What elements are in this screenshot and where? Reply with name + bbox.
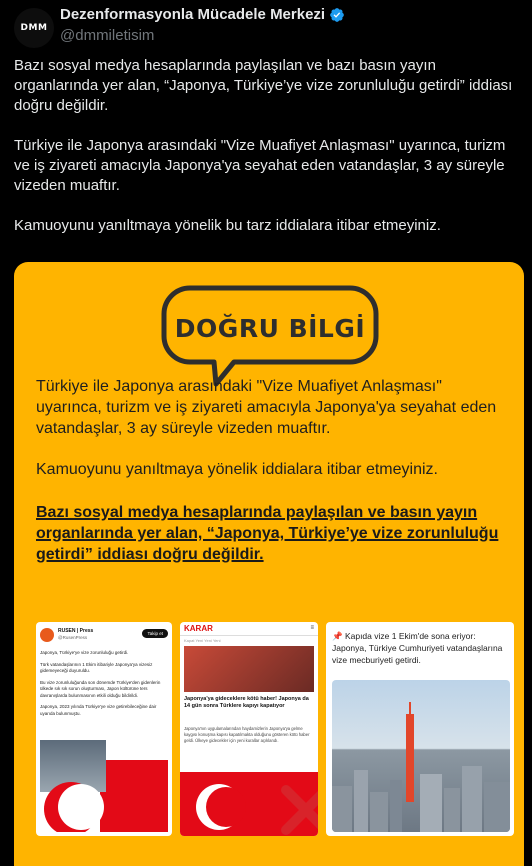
post-text (40, 650, 168, 722)
post-line: Japonya, Türkiye'ye vize zorunluluğu getirdi. (40, 650, 129, 655)
post-header (40, 628, 168, 646)
crescent-cutout (58, 784, 104, 830)
news-body: Japonya'nın uygulamalarından haydamizlerin Japonya'ya gelme kaygısı konuşma kapısı kapatılmakta olduğunu gösteren kötü haber geldi. Ülkeye gidecekler için yeni kurallar açıklandı. (184, 726, 310, 743)
red-x-icon (276, 782, 318, 836)
screenshot-news-article (180, 622, 318, 836)
speech-bubble-badge (160, 284, 380, 388)
tweet-paragraph: Bazı sosyal medya hesaplarında paylaşılan ve bazı basın yayın organlarında yer alan, “Japonya, Türkiye’ye vize zorunluluğu getirdi” iddiası doğru değildir. (14, 57, 513, 114)
post-account-handle: @RusenPress (58, 635, 88, 640)
tweet-paragraph: Türkiye ile Japonya arasındaki "Vize Muafiyet Anlaşması" uyarınca, turizm ve iş ziyareti amacıyla Japonya'ya seyahat eden vatandaşlar, 3 ay süreyle vizeden muaftır. (14, 137, 506, 194)
follow-button: Takip et (142, 629, 168, 638)
post-line: Japonya, 2023 yılında Türkiye'ye vize getirebileceğine dair uyarıda bulunmuştu. (40, 704, 157, 716)
account-avatar[interactable] (14, 8, 54, 48)
building-shape (390, 780, 402, 832)
screenshot-social-post-tokyo (326, 622, 514, 836)
tweet-paragraph: Kamuoyunu yanıltmaya yönelik bu tarz iddialara itibar etmeyiniz. (14, 217, 441, 234)
screenshot-collage (36, 622, 514, 842)
building-shape (462, 766, 482, 832)
verified-badge-icon (329, 7, 345, 23)
post-text: 📌 Kapıda vize 1 Ekim'de sona eriyor: Japonya, Türkiye Cumhuriyeti vatandaşlarına vize mecburiyeti getirdi. (332, 631, 503, 665)
news-logo: KARAR (184, 624, 213, 633)
building-shape (354, 770, 368, 832)
tokyo-tower-antenna (409, 702, 411, 714)
tokyo-tower-shape (406, 714, 414, 802)
post-line: Bu vize zorunluluğunda son dönemde Türkiye'den gidenlerin ülkede sık sık sorun oluşturması, Japon kültürüne ters davranışlarda bulunmasının etkili olduğu bildirildi. (40, 679, 161, 698)
menu-icon: ≡ (310, 625, 314, 631)
building-shape (444, 788, 460, 832)
post-account-name: RUSEN | Press (58, 628, 94, 634)
post-image (40, 740, 168, 832)
badge-label: DOĞRU BİLGİ (174, 314, 366, 343)
account-logo-icon (40, 628, 54, 642)
flag-crescent-inner (206, 787, 246, 827)
building-shape (370, 792, 388, 832)
card-paragraph: Kamuoyunu yanıltmaya yönelik iddialara itibar etmeyiniz. (36, 461, 438, 478)
tweet-header (14, 6, 524, 50)
avatar-logo-text: DMM (20, 23, 48, 33)
building-shape (332, 786, 352, 832)
card-highlight-paragraph: Bazı sosyal medya hesaplarında paylaşılan ve basın yayın organlarında yer alan, “Japonya, Türkiye’ye vize zorunluluğu getirdi” iddiası doğru değildir. (36, 504, 499, 563)
screenshot-social-post (36, 622, 172, 836)
building-shape (484, 782, 510, 832)
news-headline: Japonya'ya gideceklere kötü haber! Japonya da 14 gün sonra Türklere kapıyı kapatıyor (184, 696, 309, 709)
news-subline: Kapat Yeni Yeni Yeni (184, 638, 221, 643)
news-thumbnail (184, 646, 314, 692)
card-paragraph: Türkiye ile Japonya arasındaki "Vize Muafiyet Anlaşması" uyarınca, turizm ve iş ziyareti amacıyla Japonya'ya seyahat eden vatandaşlar, 3 ay süreyle vizeden muaftır. (36, 378, 497, 437)
japan-flag-shape (100, 760, 168, 832)
tweet-text (14, 56, 520, 256)
display-name[interactable]: Dezenformasyonla Mücadele Merkezi (60, 6, 326, 23)
post-line: Türk vatandaşlarının 1 Ekim itibariyle Japonya'ya vizesiz gidemeyeceği duyuruldu. (40, 661, 153, 673)
tweet-media-image[interactable] (14, 262, 524, 866)
tokyo-skyline-photo (332, 680, 510, 832)
building-shape (420, 774, 442, 832)
news-site-bar (180, 622, 318, 636)
name-row (60, 6, 345, 23)
account-handle[interactable]: @dmmiletisim (60, 27, 155, 44)
